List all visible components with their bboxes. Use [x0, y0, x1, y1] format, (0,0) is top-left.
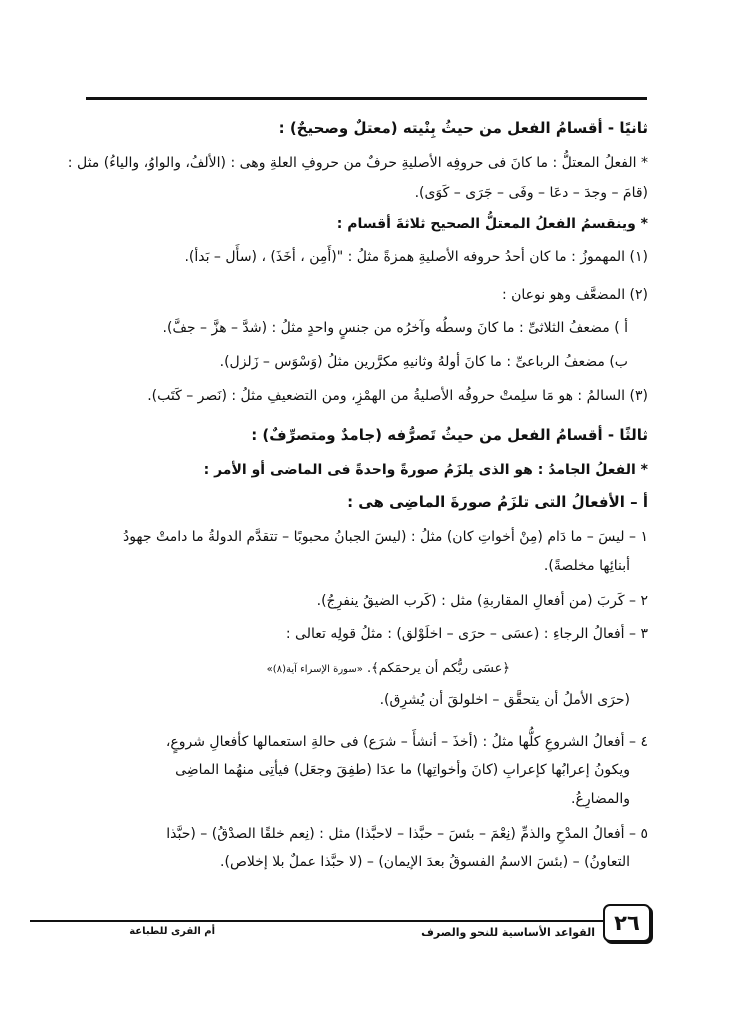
- text-line: ٥ – أفعالُ المدْحِ والذمِّ (نِعْمَ – بئسَ – حبَّذا – لاحبَّذا) مثل : (نِعم خلقًا الصدْقُ) – (حبَّذا: [166, 826, 648, 842]
- text-line: ٤ – أفعالُ الشروعِ كلُّها مثلُ : (أخذَ – أنشأَ – شرَع) فى حالةِ استعمالها كأفعالِ شروعٍ،: [165, 734, 648, 750]
- text-line: أبنائِها مخلصةً).: [543, 558, 630, 574]
- text-line: (١) المهموزُ : ما كان أحدُ حروفه الأصليةِ همزةً مثلُ : "(أَمِن ، أخَذَ) ، (سأَل – بَدأ).: [184, 249, 648, 265]
- text-line: ٣ – أفعالُ الرجاءِ : (عسَى – حرَى – اخلَوْلق) : مثلُ قولِه تعالى :: [285, 626, 648, 642]
- text-line: ١ – ليسَ – ما دَام (مِنْ أخواتِ كان) مثلُ : (ليسَ الجبانُ محبوبًا – تتقدَّم الدولةُ ما دامتْ جهودُ: [122, 529, 648, 545]
- text-line: والمضارِعُ.: [571, 791, 630, 807]
- book-title: القواعد الأساسية للنحو والصرف: [421, 926, 595, 939]
- text-line: ب) مضعفُ الرباعىِّ : ما كانَ أولهُ وثانيهِ مكرَّرين مثلُ (وَسْوَس – زَلزل).: [219, 354, 628, 370]
- verse-reference: «سورة الإسراء آية(٨)»: [266, 664, 363, 675]
- section-heading-3: ثالثًا - أقسامُ الفعل من حيثُ تَصرُّفه (جامدٌ ومتصرِّفٌ) :: [251, 426, 648, 444]
- text-line: ٢ – كَربَ (من أفعالِ المقاربةِ) مثل : (كَرب الضيقُ ينفرِجُ).: [316, 593, 648, 609]
- text-line: أ ) مضعفُ الثلاثىِّ : ما كانَ وسطُه وآخرُه من جنسٍ واحدٍ مثلُ : (شدَّ – هزَّ – جفَّ).: [162, 320, 628, 336]
- section-heading-2: ثانيًا - أقسامُ الفعل من حيثُ بِنْيته (معتلٌ وصحيحٌ) :: [278, 119, 648, 137]
- subheading: * الفعلُ الجامدُ : هو الذى يلزَمُ صورةً واحدةً فى الماضى أو الأمر :: [203, 462, 648, 478]
- subheading: * وينقسمُ الفعلُ المعتلُّ الصحيح ثلاثةَ أقسام :: [336, 216, 648, 232]
- footer-rule: [30, 920, 604, 922]
- quran-verse: [160, 660, 510, 679]
- text-line: التعاونُ) – (بئسَ الاسمُ الفسوقُ بعدَ الإيمان) – (لا حبَّذا عملٌ بلا إخلاص).: [220, 854, 630, 870]
- text-line: (٣) السالمُ : هو مَا سلِمتْ حروفُه الأصليةُ من الهمْزِ، ومن التضعيفِ مثلُ : (نَصر – كَتَب).: [147, 388, 648, 404]
- text-line: (قامَ – وجدَ – دعَا – وفَى – جَرَى – كَوَى).: [414, 185, 648, 201]
- page-number: ٢٦: [603, 904, 651, 942]
- top-rule: [86, 97, 647, 100]
- text-line: (٢) المضعَّف وهو نوعان :: [501, 287, 648, 303]
- publisher-name: أم القرى للطباعة: [129, 926, 215, 937]
- verse-text: ﴿عسَى ربُّكم أن يرحمَكم﴾.: [366, 661, 510, 676]
- subheading: أ – الأفعالُ التى تلزَمُ صورةَ الماضِى هى :: [347, 493, 648, 511]
- text-line: ويكونُ إعرابُها كإعرابِ (كانَ وأخواتِها) ما عدَا (طفِقَ وجعَل) فيأتِى منهُما الماضِى: [175, 762, 630, 778]
- text-line: (حرَى الأملُ أن يتحقَّق – اخلولقَ أن يُشرِق).: [379, 692, 630, 708]
- text-line: * الفعلُ المعتلُّ : ما كانَ فى حروفِه الأصليةِ حرفٌ من حروفِ العلةِ وهى : (الألفُ، والواوُ، والياءُ) مثل :: [67, 155, 648, 171]
